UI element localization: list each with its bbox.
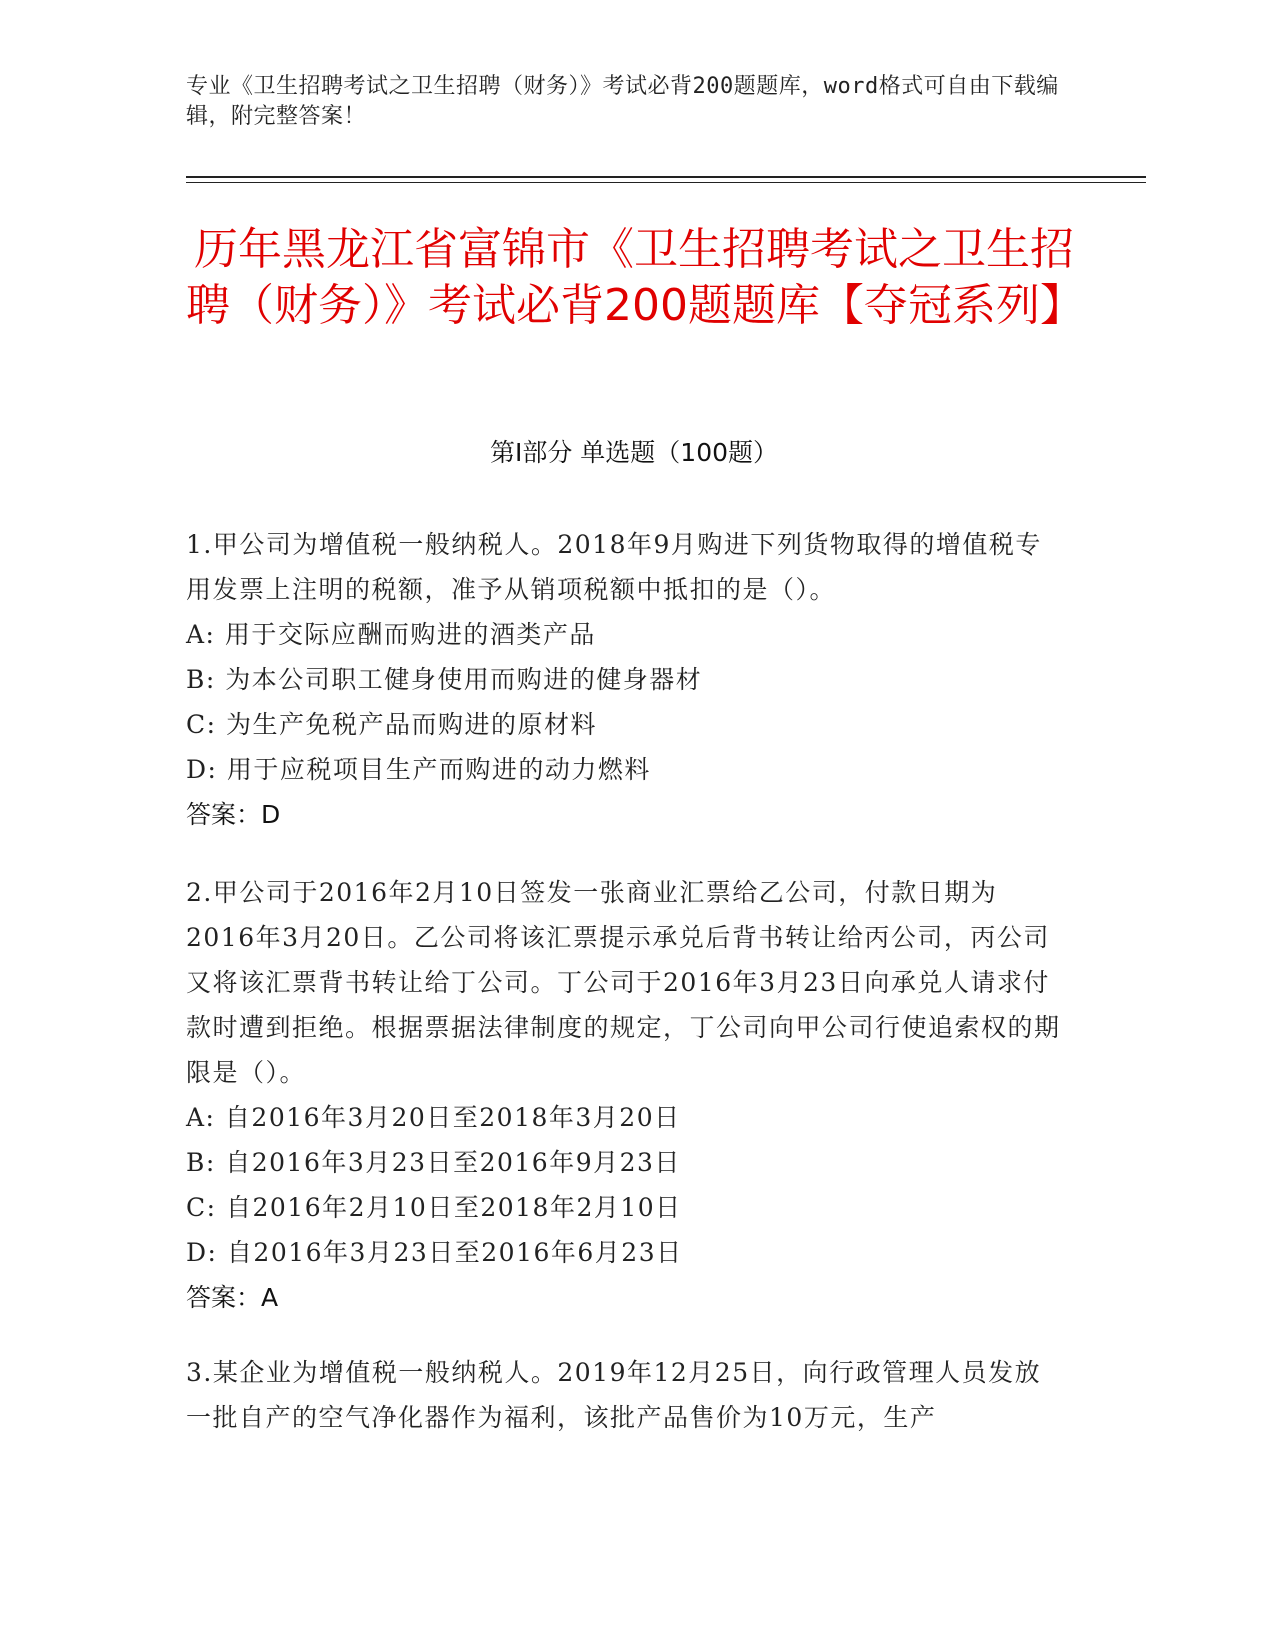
question-2 bbox=[186, 870, 1066, 1320]
option-d: D: 用于应税项目生产而购进的动力燃料 bbox=[186, 755, 651, 784]
question-stem: 2.甲公司于2016年2月10日签发一张商业汇票给乙公司，付款日期为2016年3月20日。乙公司将该汇票提示承兑后背书转让给丙公司，丙公司又将该汇票背书转让给丁公司。丁公司于2016年3月23日向承兑人请求付款时遭到拒绝。根据票据法律制度的规定，丁公司向甲公司行使追索权的期限是（）。 bbox=[186, 878, 1061, 1087]
header-rule-thick bbox=[186, 176, 1146, 178]
option-d: D: 自2016年3月23日至2016年6月23日 bbox=[186, 1238, 683, 1267]
option-a: A: 自2016年3月20日至2018年3月20日 bbox=[186, 1103, 681, 1132]
document-title: 历年黑龙江省富锦市《卫生招聘考试之卫生招聘（财务）》考试必背200题题库【夺冠系列】 bbox=[186, 224, 1084, 331]
option-b: B: 自2016年3月23日至2016年9月23日 bbox=[186, 1148, 681, 1177]
option-b: B: 为本公司职工健身使用而购进的健身器材 bbox=[186, 665, 703, 694]
header-rule-thin bbox=[186, 182, 1146, 183]
option-a: A: 用于交际应酬而购进的酒类产品 bbox=[186, 620, 596, 649]
question-stem: 3.某企业为增值税一般纳税人。2019年12月25日，向行政管理人员发放一批自产的空气净化器作为福利，该批产品售价为10万元，生产 bbox=[186, 1358, 1042, 1432]
section-heading: 第I部分 单选题（100题） bbox=[489, 438, 779, 467]
option-c: C: 自2016年2月10日至2018年2月10日 bbox=[186, 1193, 682, 1222]
header-note: 专业《卫生招聘考试之卫生招聘（财务）》考试必背200题题库，word格式可自由下载编辑，附完整答案！ bbox=[186, 74, 1059, 129]
option-c: C: 为生产免税产品而购进的原材料 bbox=[186, 710, 597, 739]
question-1 bbox=[186, 522, 1066, 837]
question-3 bbox=[186, 1350, 1066, 1440]
answer: 答案：D bbox=[186, 800, 281, 829]
answer: 答案：A bbox=[186, 1283, 279, 1312]
question-stem: 1.甲公司为增值税一般纳税人。2018年9月购进下列货物取得的增值税专用发票上注明的税额，准予从销项税额中抵扣的是（）。 bbox=[186, 530, 1042, 604]
